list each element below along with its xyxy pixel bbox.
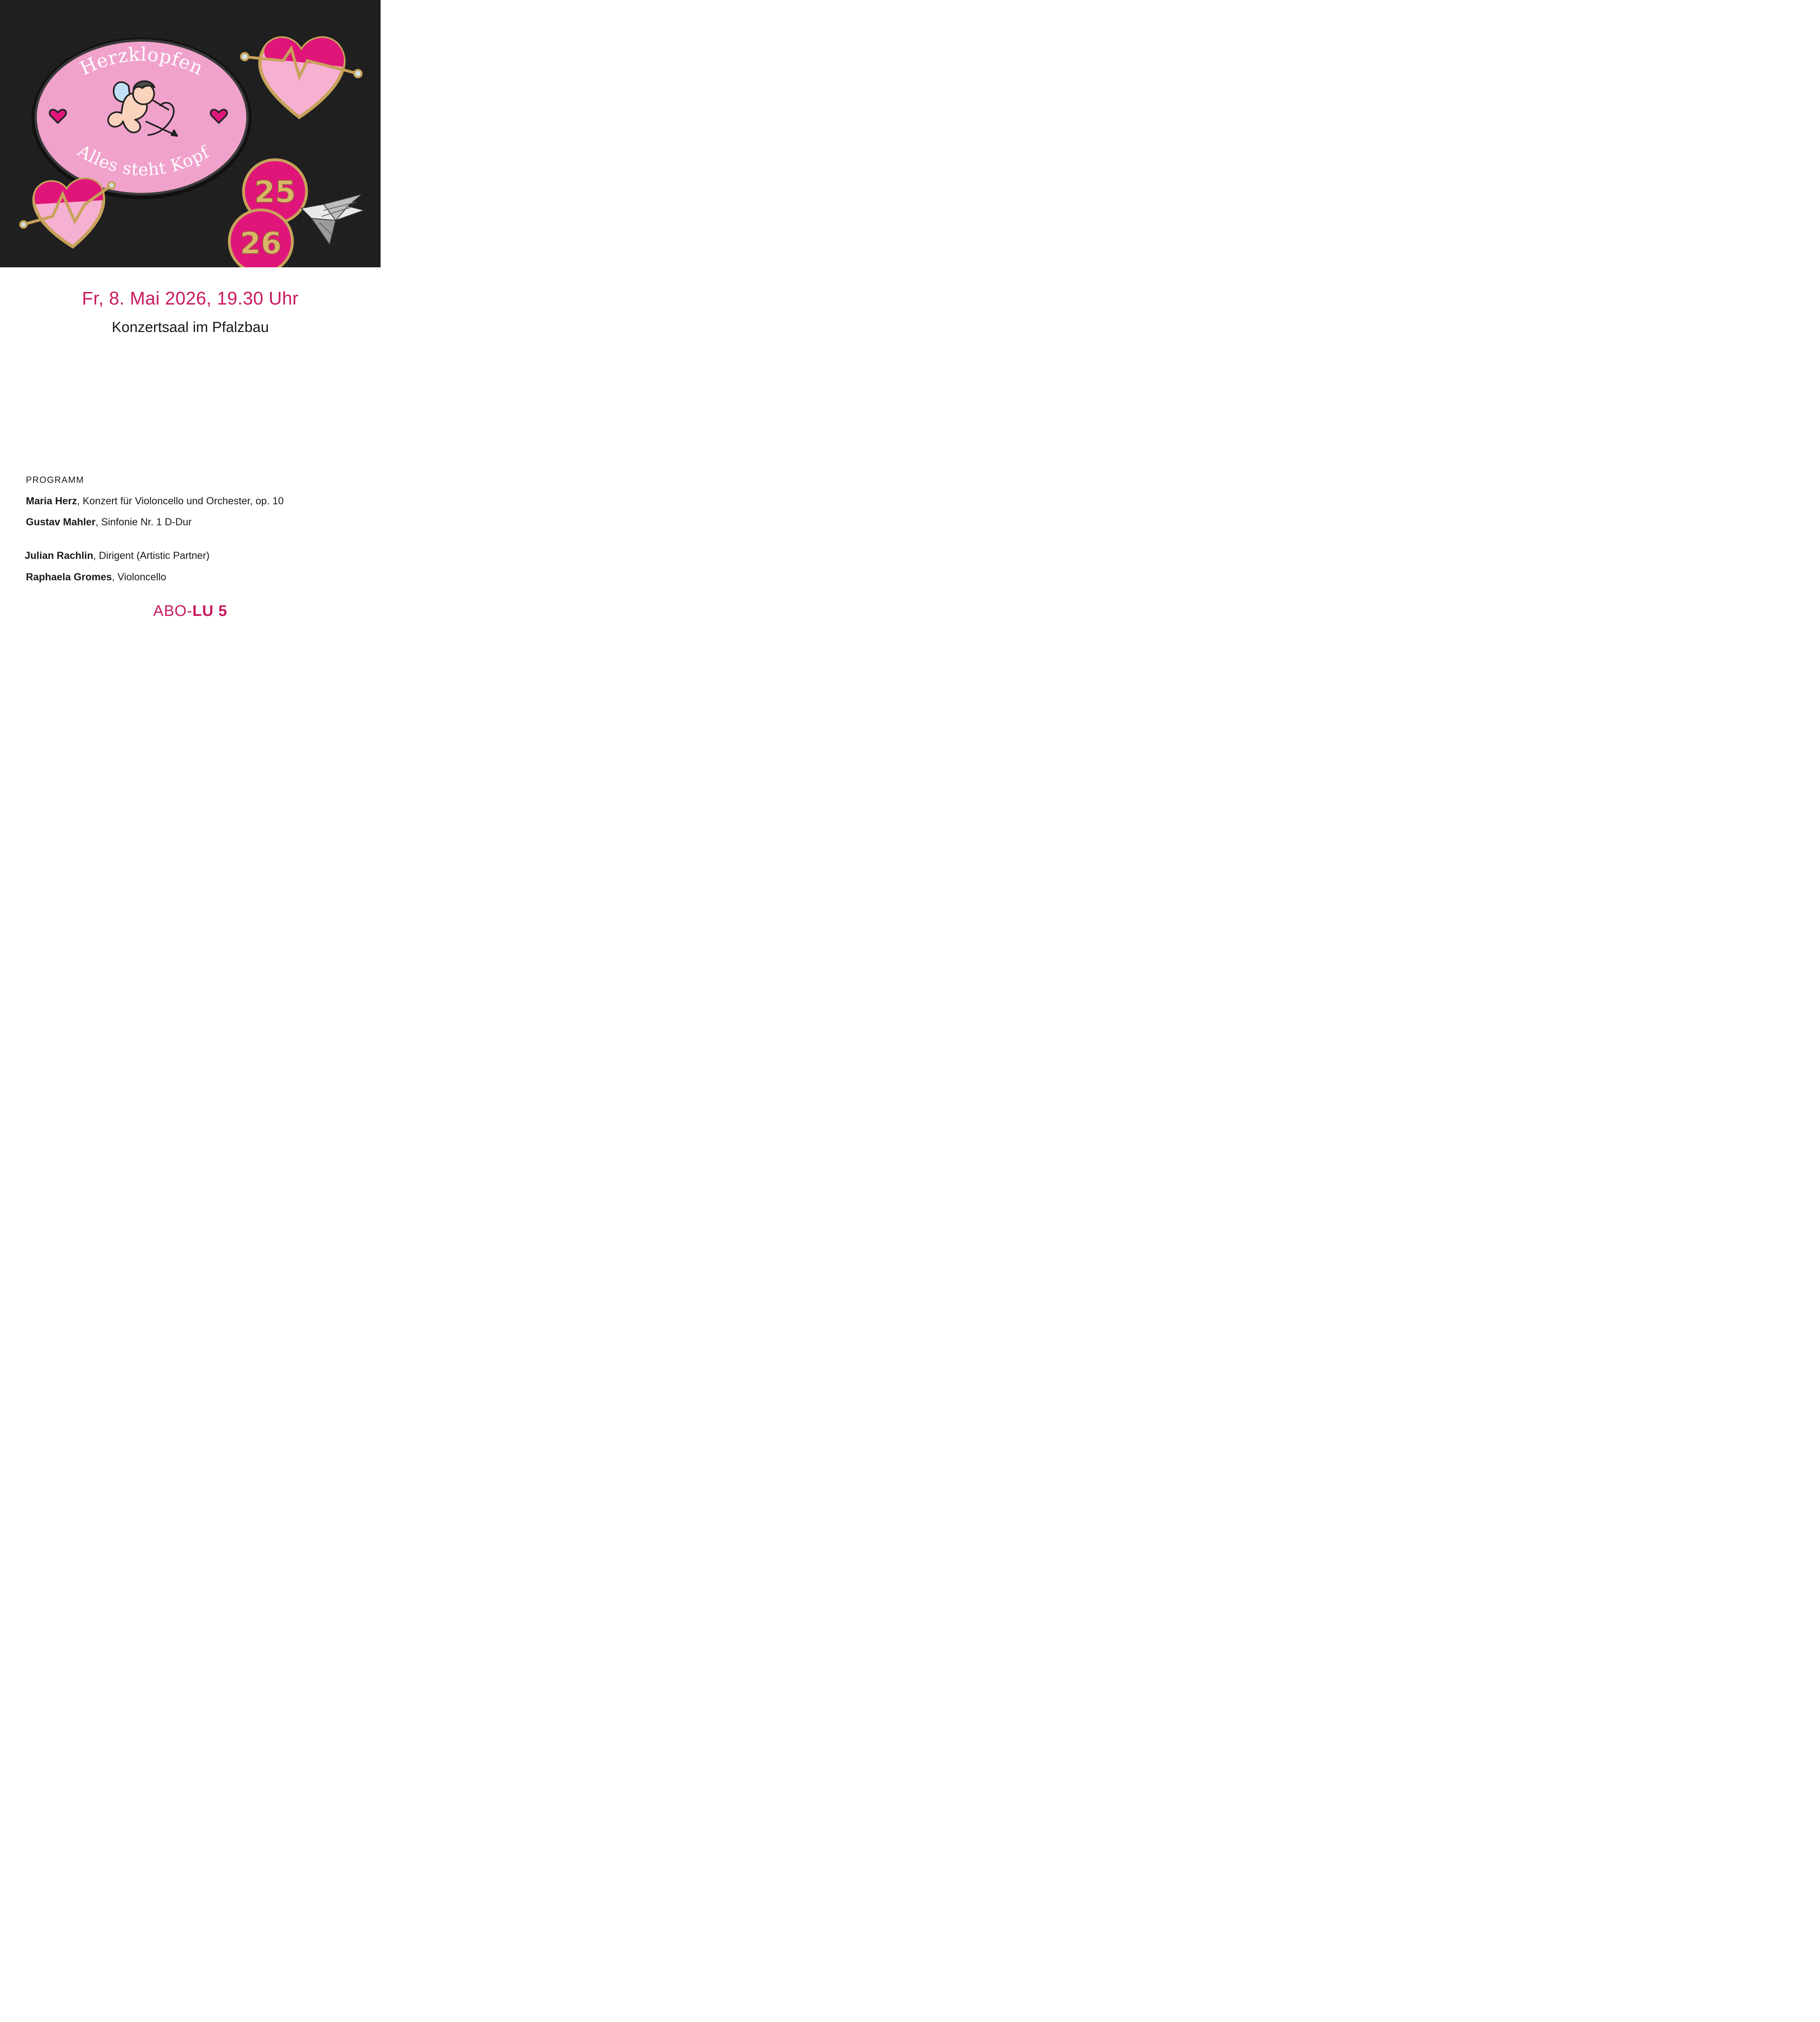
work-title: , Sinfonie Nr. 1 D-Dur (95, 516, 192, 528)
performer-role: , Violoncello (112, 571, 166, 583)
performer-row (25, 549, 210, 563)
event-date-time: Fr, 8. Mai 2026, 19.30 Uhr (82, 288, 299, 309)
program-work-row (26, 515, 192, 529)
season-top: 25 (254, 175, 296, 209)
subscription-series: LU 5 (192, 603, 228, 620)
event-venue: Konzertsaal im Pfalzbau (112, 319, 269, 335)
page (0, 0, 381, 634)
work-title: , Konzert für Violoncello und Orchester, op. 10 (77, 495, 284, 507)
badge-subtitle: Alles steht Kopf (74, 140, 213, 180)
hero-image (0, 0, 381, 267)
composer-name: Maria Herz (26, 495, 77, 507)
subscription-prefix: ABO- (153, 603, 193, 620)
performer-row (26, 570, 166, 584)
program-work-row (26, 494, 284, 508)
badge-title: Herzklopfen (76, 43, 207, 80)
herzklopfen-badge (32, 38, 252, 199)
performer-name: Julian Rachlin (25, 550, 93, 561)
program-label: PROGRAMM (26, 475, 84, 485)
subscription-code (0, 601, 381, 622)
composer-name: Gustav Mahler (26, 516, 96, 528)
performer-name: Raphaela Gromes (26, 571, 112, 583)
performer-role: , Dirigent (Artistic Partner) (93, 550, 210, 561)
season-bottom: 26 (240, 226, 282, 261)
hero-illustration (0, 0, 381, 267)
